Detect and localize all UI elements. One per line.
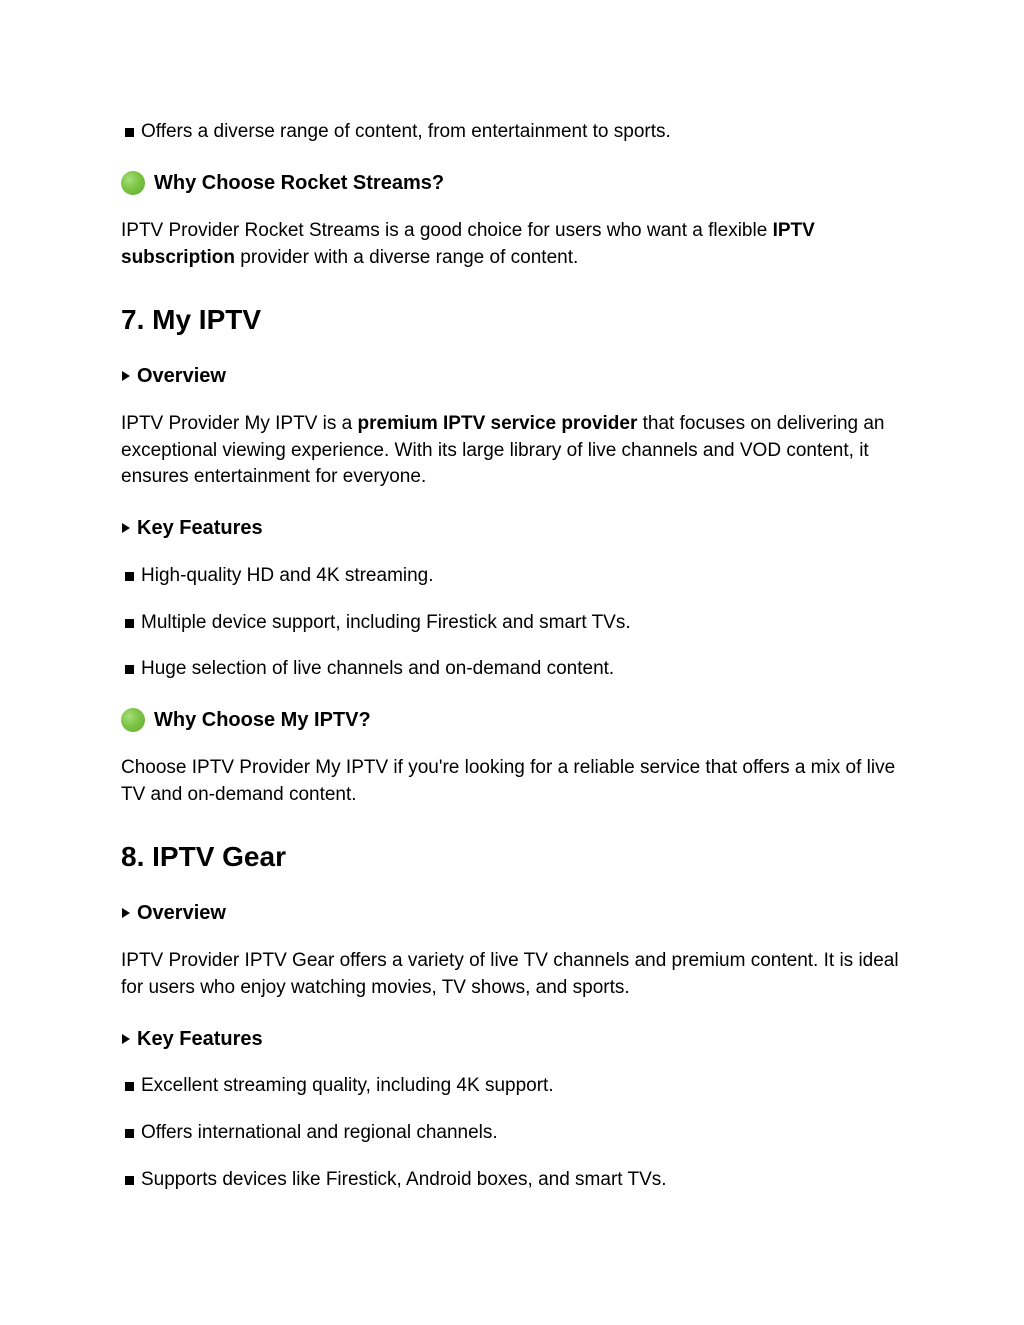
black-square-icon (125, 1129, 134, 1138)
section-heading: 8. IPTV Gear (121, 841, 286, 872)
key-features-heading-text: Key Features (137, 1028, 263, 1050)
list-item (121, 1167, 911, 1193)
list-item (121, 563, 911, 589)
paragraph-bold-text: premium IPTV service provider (357, 413, 638, 434)
overview-heading-text: Overview (137, 902, 226, 924)
overview-paragraph (121, 411, 911, 491)
paragraph-text: that focuses on delivering an exceptional viewing experience. With its large library of live channels and VOD content, it ensures entertainment for everyone. (121, 413, 885, 487)
key-features-heading-text: Key Features (137, 517, 263, 539)
list-item-text: Offers a diverse range of content, from entertainment to sports. (141, 121, 671, 142)
section-heading: 7. My IPTV (121, 304, 262, 335)
paragraph-text: provider with a diverse range of content. (235, 246, 579, 268)
right-triangle-icon (122, 371, 130, 381)
overview-heading (121, 363, 911, 389)
why-choose-heading (121, 707, 911, 733)
list-item-text: Huge selection of live channels and on-demand content. (141, 658, 615, 679)
list-item (121, 656, 911, 682)
paragraph-text: IPTV Provider Rocket Streams is a good choice for users who want a flexible (121, 220, 773, 241)
green-circle-icon (121, 171, 145, 195)
right-triangle-icon (122, 908, 130, 918)
black-square-icon (125, 128, 134, 137)
list-item-text: Multiple device support, including Firestick and smart TVs. (141, 612, 631, 633)
black-square-icon (125, 1176, 134, 1185)
overview-paragraph: IPTV Provider IPTV Gear offers a variety of live TV channels and premium content. It is ideal for users who enjoy watching movies, TV shows, and sports. (121, 950, 899, 998)
paragraph-bold-text: IPTV subscription (121, 220, 815, 268)
list-item-text: Excellent streaming quality, including 4K support. (141, 1075, 554, 1096)
list-item (121, 610, 911, 636)
list-item (121, 119, 911, 145)
list-item-text: Supports devices like Firestick, Android boxes, and smart TVs. (141, 1169, 667, 1190)
why-choose-paragraph (121, 218, 911, 271)
black-square-icon (125, 665, 134, 674)
right-triangle-icon (122, 1034, 130, 1044)
list-item (121, 1120, 911, 1146)
key-features-heading (121, 515, 911, 541)
black-square-icon (125, 619, 134, 628)
black-square-icon (125, 1082, 134, 1091)
why-choose-paragraph: Choose IPTV Provider My IPTV if you're looking for a reliable service that offers a mix of live TV and on-demand content. (121, 757, 896, 805)
paragraph-text: IPTV Provider My IPTV is a (121, 413, 358, 434)
list-item-text: High-quality HD and 4K streaming. (141, 565, 434, 586)
list-item-text: Offers international and regional channels. (141, 1122, 498, 1143)
black-square-icon (125, 572, 134, 581)
list-item (121, 1073, 911, 1099)
why-choose-heading-text: Why Choose My IPTV? (154, 709, 371, 731)
overview-heading (121, 900, 911, 926)
why-choose-heading-text: Why Choose Rocket Streams? (154, 172, 445, 194)
why-choose-heading (121, 170, 911, 196)
green-circle-icon (121, 708, 145, 732)
key-features-heading (121, 1026, 911, 1052)
overview-heading-text: Overview (137, 365, 226, 387)
right-triangle-icon (122, 523, 130, 533)
